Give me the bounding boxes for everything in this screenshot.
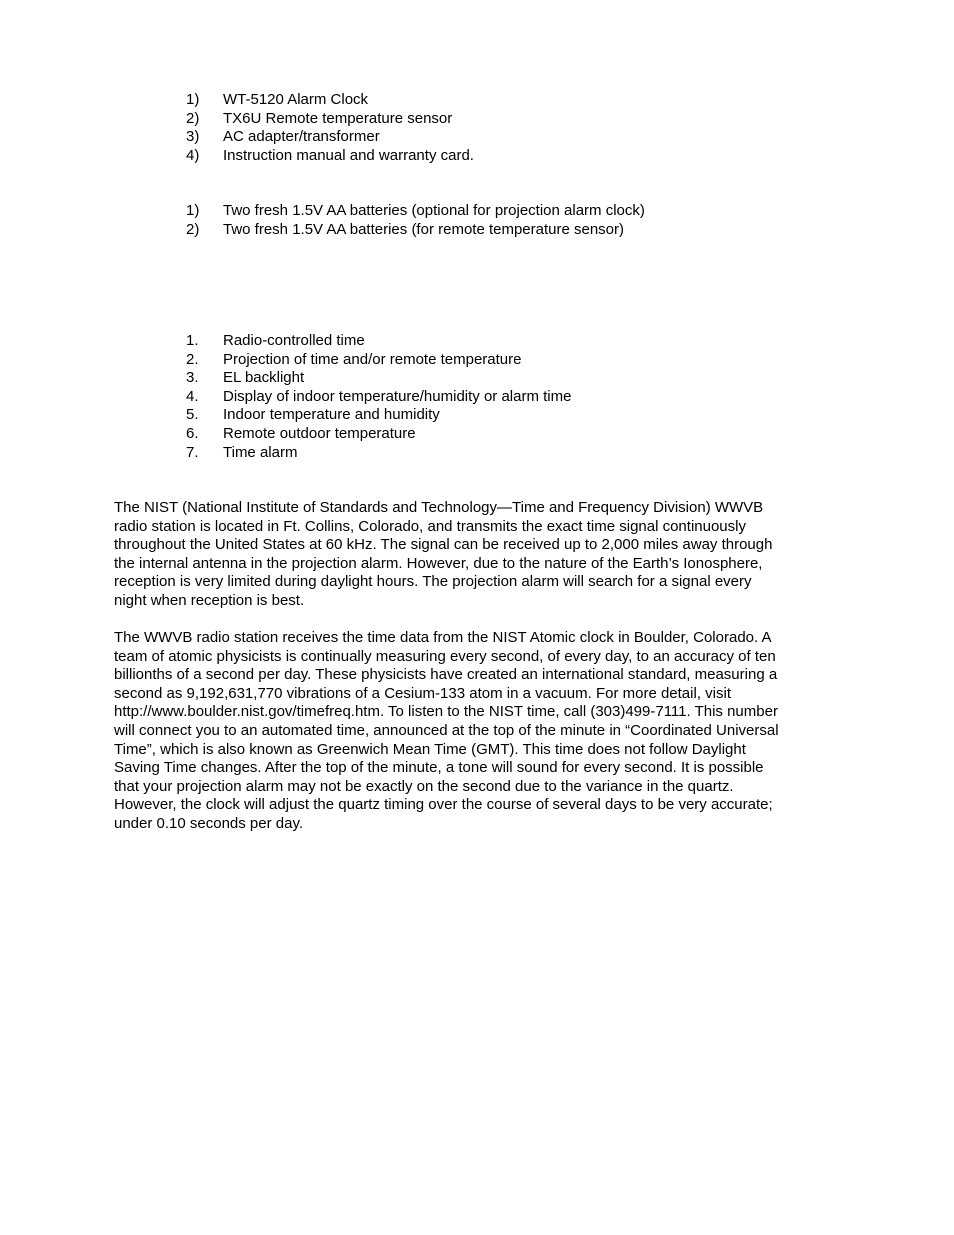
list-number: 1) [186,202,200,219]
list-text: WT-5120 Alarm Clock [223,91,369,108]
list-item [186,110,474,129]
list-item [186,221,645,240]
paragraph-line: http://www.boulder.nist.gov/timefreq.htm. To listen to the NIST time, call (303)499-7111. This number [114,703,778,721]
list-text: Radio-controlled time [223,332,365,349]
paragraph-line: billionths of a second per day. These physicists have created an international standard, measuring a [114,666,778,684]
list-text: EL backlight [223,369,305,387]
required-items-list [186,202,645,239]
paragraph-line: Saving Time changes. After the top of the minute, a tone will sound for every second. It is possible [114,759,764,777]
list-text: Display of indoor temperature/humidity or alarm time [223,387,572,405]
atomic-clock-paragraph [114,629,854,834]
paragraph-line: night when reception is best. [114,591,305,609]
list-text: Two fresh 1.5V AA batteries (for remote temperature sensor) [223,220,625,238]
list-item [186,128,474,147]
list-number: 5. [186,406,199,424]
list-text: Instruction manual and warranty card. [223,146,474,164]
list-text: Time alarm [223,443,298,461]
list-number: 1. [186,332,199,349]
list-number: 1) [186,91,200,108]
paragraph-line: The WWVB radio station receives the time data from the NIST Atomic clock in Boulder, Colorado. A [114,629,772,646]
list-number: 3. [186,369,199,387]
list-number: 4) [186,146,200,164]
list-item [186,369,571,388]
list-text: Two fresh 1.5V AA batteries (optional for projection alarm clock) [223,202,645,219]
list-item [186,425,571,444]
paragraph-line: second as 9,192,631,770 vibrations of a Cesium-133 atom in a vacuum. For more detail, visit [114,684,731,702]
package-contents-list [186,91,474,165]
list-text: Remote outdoor temperature [223,424,416,442]
list-item [186,147,474,166]
paragraph-line: The NIST (National Institute of Standards and Technology—Time and Frequency Division) WWVB [114,499,764,516]
list-number: 7. [186,443,199,461]
list-text: TX6U Remote temperature sensor [223,109,453,127]
paragraph-line: reception is very limited during daylight hours. The projection alarm will search for a signal every [114,573,752,591]
paragraph-line: under 0.10 seconds per day. [114,814,304,832]
list-text: Indoor temperature and humidity [223,406,440,424]
list-item [186,91,474,110]
paragraph-line: that your projection alarm may not be exactly on the second due to the variance in the quartz. [114,777,734,795]
list-number: 4. [186,387,199,405]
list-item [186,406,571,425]
list-number: 6. [186,424,199,442]
features-list [186,332,571,462]
list-item [186,351,571,370]
list-number: 2) [186,220,200,238]
list-item [186,444,571,463]
list-number: 3) [186,128,200,146]
paragraph-line: will connect you to an automated time, announced at the top of the minute in “Coordinated Universal [114,721,779,739]
paragraph-line: Time”, which is also known as Greenwich Mean Time (GMT). This time does not follow Daylight [114,740,746,758]
paragraph-line: the internal antenna in the projection alarm. However, due to the nature of the Earth’s Ionosphere, [114,554,763,572]
list-text: AC adapter/transformer [223,128,380,146]
paragraph-line: radio station is located in Ft. Collins, Colorado, and transmits the exact time signal continuously [114,517,746,535]
list-number: 2) [186,109,200,127]
paragraph-line: throughout the United States at 60 kHz. The signal can be received up to 2,000 miles away through [114,536,773,554]
wwvb-station-paragraph [114,499,854,611]
list-item [186,202,645,221]
paragraph-line: However, the clock will adjust the quartz timing over the course of several days to be very accurate; [114,796,773,814]
list-text: Projection of time and/or remote temperature [223,350,522,368]
list-item [186,388,571,407]
list-item [186,332,571,351]
paragraph-line: team of atomic physicists is continually measuring every second, of every day, to an accuracy of ten [114,647,776,665]
list-number: 2. [186,350,199,368]
